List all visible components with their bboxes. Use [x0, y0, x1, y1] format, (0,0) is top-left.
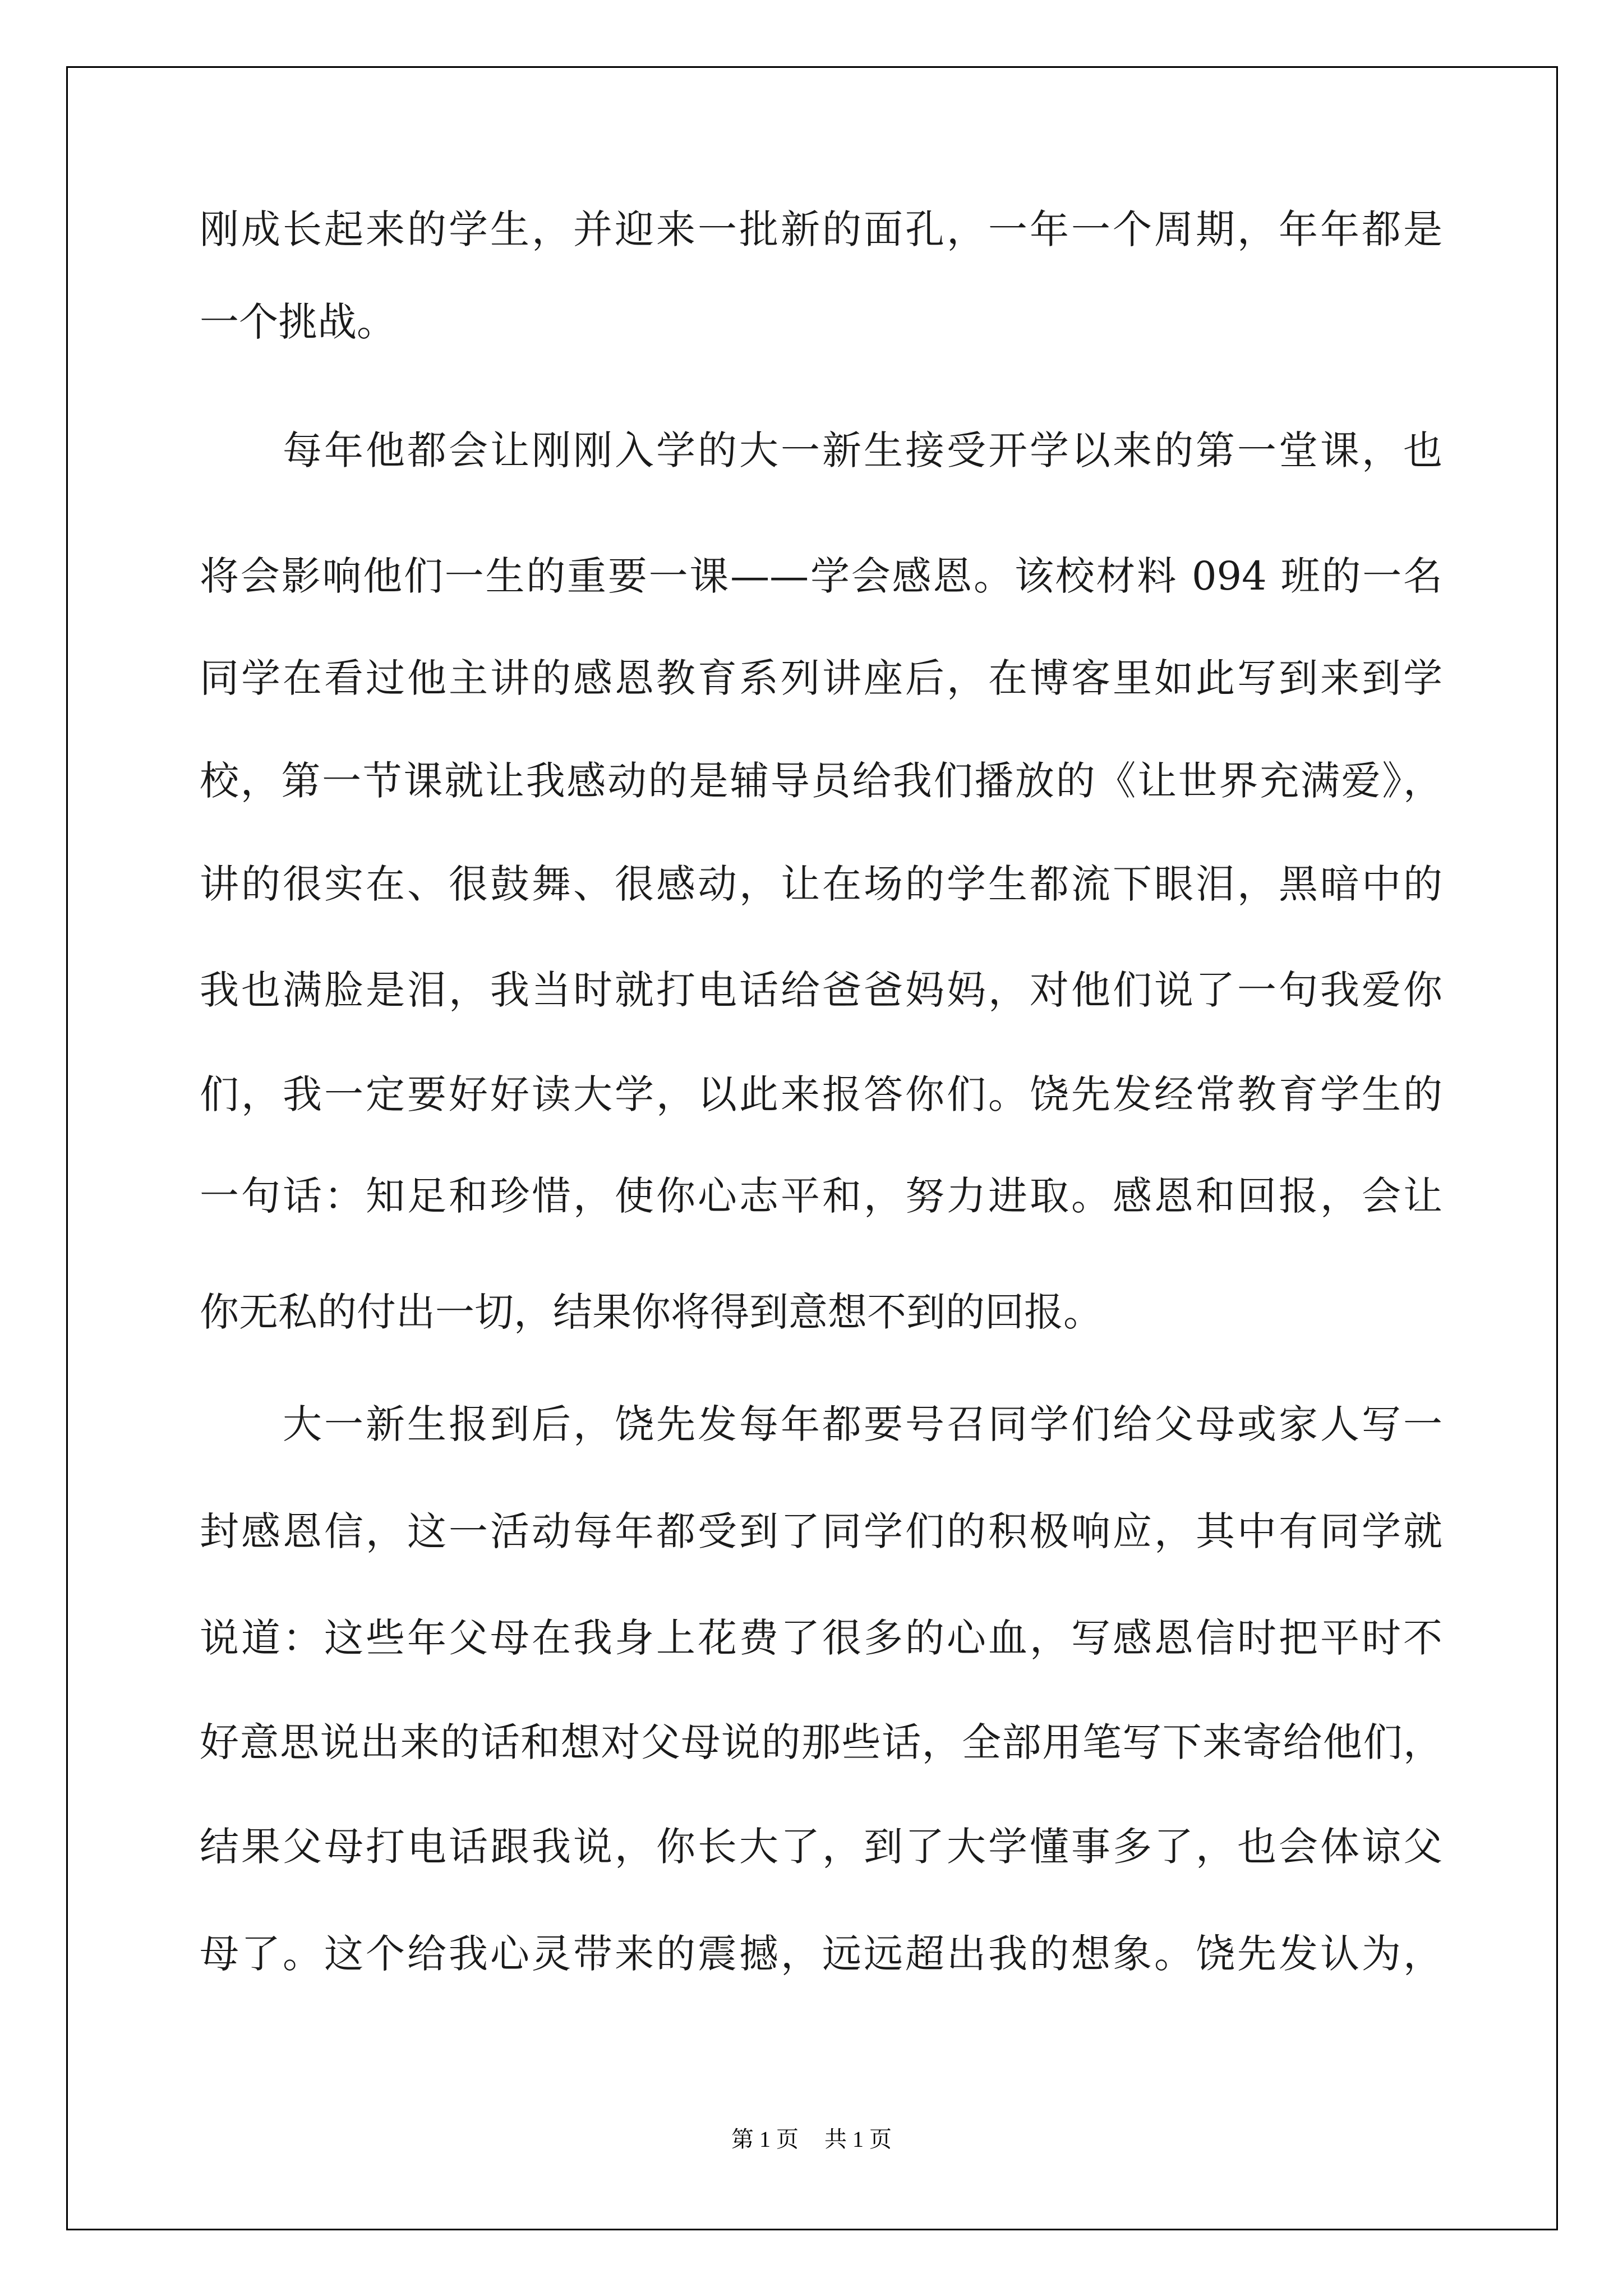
text-line-1: 刚成长起来的学生，并迎来一批新的面孔，一年一个周期，年年都是	[200, 206, 1442, 252]
text-line-2: 一个挑战。	[200, 299, 396, 345]
page-border	[66, 66, 1558, 2230]
text-line-16: 结果父母打电话跟我说，你长大了，到了大学懂事多了，也会体谅父	[200, 1824, 1442, 1870]
text-line-7: 讲的很实在、很鼓舞、很感动，让在场的学生都流下眼泪，黑暗中的	[200, 861, 1442, 907]
text-line-9: 们，我一定要好好读大学，以此来报答你们。饶先发经常教育学生的	[200, 1071, 1442, 1117]
text-line-8: 我也满脸是泪，我当时就打电话给爸爸妈妈，对他们说了一句我爱你	[200, 967, 1442, 1013]
text-line-4: 将会影响他们一生的重要一课——学会感恩。该校材料 094 班的一名	[200, 553, 1442, 599]
text-line-6: 校，第一节课就让我感动的是辅导员给我们播放的《让世界充满爱》，	[200, 758, 1442, 804]
text-line-12: 大一新生报到后，饶先发每年都要号召同学们给父母或家人写一	[200, 1401, 1442, 1447]
text-line-10: 一句话：知足和珍惜，使你心志平和，努力进取。感恩和回报，会让	[200, 1173, 1442, 1219]
text-line-13: 封感恩信，这一活动每年都受到了同学们的积极响应，其中有同学就	[200, 1508, 1442, 1554]
text-line-15: 好意思说出来的话和想对父母说的那些话，全部用笔写下来寄给他们，	[200, 1719, 1442, 1765]
text-line-11: 你无私的付出一切，结果你将得到意想不到的回报。	[200, 1289, 1103, 1335]
page-footer	[0, 2122, 1623, 2154]
page-total: 共 1 页	[824, 2127, 892, 2152]
text-line-3: 每年他都会让刚刚入学的大一新生接受开学以来的第一堂课，也	[200, 427, 1442, 473]
text-line-17: 母了。这个给我心灵带来的震撼，远远超出我的想象。饶先发认为，	[200, 1931, 1442, 1977]
text-line-5: 同学在看过他主讲的感恩教育系列讲座后，在博客里如此写到来到学	[200, 655, 1442, 701]
text-line-14: 说道：这些年父母在我身上花费了很多的心血，写感恩信时把平时不	[200, 1615, 1442, 1661]
page-number: 第 1 页	[731, 2127, 799, 2152]
